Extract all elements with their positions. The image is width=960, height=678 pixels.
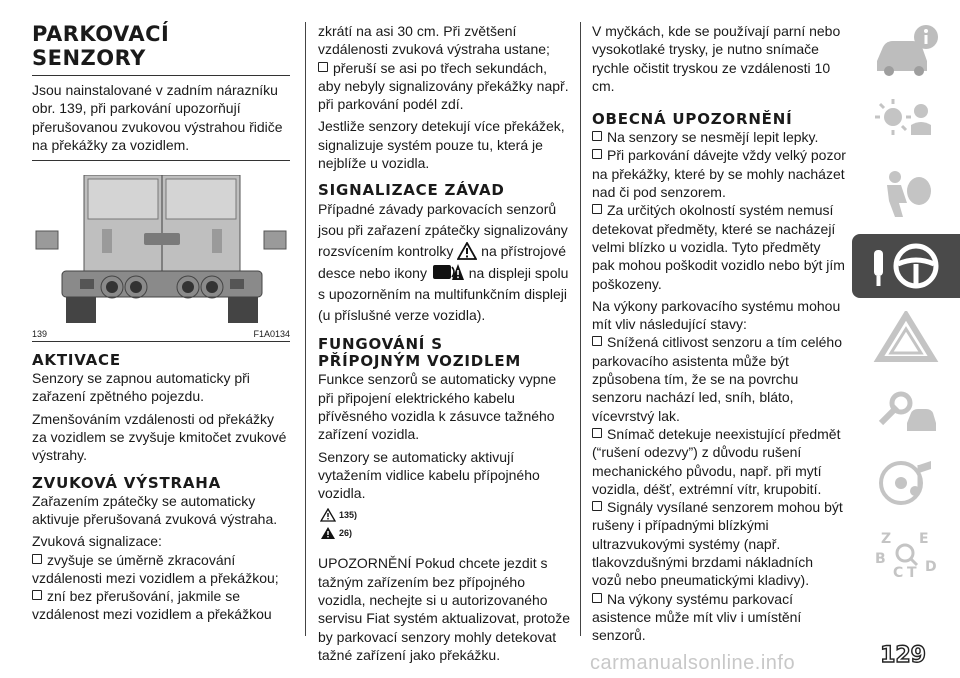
column-3 xyxy=(592,22,846,645)
sidebar-item-multimedia[interactable] xyxy=(852,450,960,514)
figure-bottom-rule xyxy=(32,341,290,342)
rear-bumper-figure xyxy=(32,175,290,325)
svg-text:D: D xyxy=(925,559,937,575)
figure-top-rule xyxy=(32,160,290,161)
sidebar-item-maintenance[interactable] xyxy=(852,378,960,442)
checkbox-bullet-icon xyxy=(32,554,42,564)
obecna-bullet-2: Při parkování dávejte vždy velký pozor na překážky, které by se mohly nacházet nad či pod senzorem. xyxy=(592,147,846,201)
van-rear-illustration xyxy=(32,175,290,325)
car-info-icon xyxy=(871,23,941,77)
obecna-bullet-3: Za určitých okolností systém nemusí detekovat předměty, které se nacházejí velmi blízko u vozidla. Tyto předměty pak mohou poškodit vozidlo nebo být jím poškozeny. xyxy=(592,202,845,292)
figure-code: F1A0134 xyxy=(253,329,290,340)
dashboard-lights-icon xyxy=(871,95,941,149)
sidebar-item-car-info[interactable] xyxy=(852,18,960,82)
warning-light-icon xyxy=(457,242,477,260)
obecna-bullet-5: Snímač detekuje neexistující předmět (“rušení odezvy”) z důvodu rušení mechanického původu, např. při mytí vozidla, déšť, extrémní vítr, krupobití. xyxy=(592,425,841,497)
title-rule xyxy=(32,75,290,76)
svg-text:T: T xyxy=(907,565,917,581)
index-letters-icon xyxy=(871,527,941,581)
signalizace-heading: SIGNALIZACE ZÁVAD xyxy=(318,181,505,200)
sidebar-item-dashboard-lights[interactable] xyxy=(852,90,960,154)
page-number: 129 xyxy=(880,643,926,668)
checkbox-bullet-icon xyxy=(32,590,42,600)
page-title-line-1: PARKOVACÍ xyxy=(32,22,170,46)
figure-number: 139 xyxy=(32,329,48,340)
warning-triangle-icon xyxy=(871,311,941,365)
zvukova-bullet-1: zvyšuje se úměrně zkracování vzdálenosti mezi vozidlem a překážkou; xyxy=(32,551,279,586)
page-title-line-2: SENZORY xyxy=(32,46,146,70)
airbag-seat-icon xyxy=(871,167,941,221)
column-1 xyxy=(32,22,290,624)
svg-text:B: B xyxy=(875,551,886,567)
checkbox-bullet-icon xyxy=(592,131,602,141)
conditions-paragraph: Na výkony parkovacího systému mohou mít vliv následující stavy: xyxy=(592,297,841,333)
warning-note-icon xyxy=(320,508,336,522)
wrench-car-icon xyxy=(871,383,941,437)
chapter-index-sidebar xyxy=(852,18,960,594)
zvukova-heading: ZVUKOVÁ VÝSTRAHA xyxy=(32,473,222,492)
column-2 xyxy=(318,22,572,664)
steering-wheel-icon xyxy=(866,238,946,294)
aktivace-paragraph-1: Senzory se zapnou automaticky při zařazení zpětného pojezdu. xyxy=(32,370,250,405)
obecna-bullet-1: Na senzory se nesmějí lepit lepky. xyxy=(592,128,846,146)
fungovani-paragraph-2: Senzory se automaticky aktivují vytažením vidlice kabelu přípojného vozidla. xyxy=(318,448,540,502)
watermark-text: carmanualsonline.info xyxy=(590,652,796,674)
checkbox-bullet-icon xyxy=(592,593,602,603)
checkbox-bullet-icon xyxy=(592,501,602,511)
sidebar-item-starting-driving[interactable] xyxy=(852,234,960,298)
continuation-paragraph: zkrátí na asi 30 cm. Při zvětšení vzdálenosti zvuková výstraha ustane; xyxy=(318,23,550,58)
fungovani-paragraph-1: Funkce senzorů se automaticky vypne při připojení elektrického kabelu přívěsného vozidla k zásuvce tažného zařízení vozidla. xyxy=(318,371,557,443)
obecna-bullet-7: Na výkony systému parkovací asistence může mít vliv i umístění senzorů. xyxy=(592,590,802,644)
figure-caption xyxy=(32,329,290,339)
col2-bullet-3: přeruší se asi po třech sekundách, aby nebyly signalizovány překážky např. při parkování podél zdí. xyxy=(318,59,569,113)
svg-text:Z: Z xyxy=(881,531,892,547)
aktivace-paragraph-2: Zmenšováním vzdálenosti od překážky za vozidlem se zvyšuje kmitočet zvukové výstrahy. xyxy=(32,410,287,464)
upozorneni-paragraph: UPOZORNĚNÍ Pokud chcete jezdit s tažným zařízením bez přípojného vozidla, nechejte si u autorizovaného servisu Fiat systém aktualizovat, protože by parkovací senzory mohly detekovat tažné zařízení jako překážku. xyxy=(318,555,571,663)
svg-text:E: E xyxy=(919,531,929,547)
warning-note-2: 26) xyxy=(320,526,572,540)
carwash-paragraph: V myčkách, kde se používají parní nebo vysokotlaké trysky, je nutno snímače rychle očistit tryskou ze vzdálenosti 10 cm. xyxy=(592,23,841,94)
checkbox-bullet-icon xyxy=(592,428,602,438)
media-music-icon xyxy=(871,455,941,509)
nearest-obstacle-paragraph: Jestliže senzory detekují více překážek, signalizuje systém pouze tu, která je nejblíže u vozidla. xyxy=(318,118,565,172)
zvukova-paragraph-2: Zvuková signalizace: xyxy=(32,533,162,550)
intro-paragraph: Jsou nainstalované v zadním nárazníku obr. 139, při parkování upozorňují přerušovanou zvukovou výstrahou řidiče na překážky za vozidlem. xyxy=(32,82,283,153)
column-divider-1 xyxy=(305,22,306,636)
sidebar-item-safety[interactable] xyxy=(852,162,960,226)
obecna-bullet-4: Snížená citlivost senzoru a tím celého parkovacího asistenta může být způsobena tím, že se na povrchu senzoru nachází led, sníh, bláto, vícevrstvý lak. xyxy=(592,334,843,424)
obecna-bullet-6: Signály vysílané senzorem mohou být rušeny i případnými blízkými ultrazvukovými systémy (např. tlakovzdušnými brzdami nákladních vozů nebo pneumatickými kladivy). xyxy=(592,499,843,589)
signalizace-paragraph: Případné závady parkovacích senzorů jsou při zařazení zpátečky signalizovány rozsvícením kontrolky na přístrojové desce nebo ikony na displeji spolu s upozorněním na multifunkčním displeji (u příslušné verze vozidla). xyxy=(318,201,569,324)
zvukova-paragraph-1: Zařazením zpátečky se automaticky aktivuje přerušovaná zvuková výstraha. xyxy=(32,492,278,527)
column-divider-2 xyxy=(580,22,581,636)
parking-sensor-fault-icon xyxy=(431,262,465,282)
checkbox-bullet-icon xyxy=(592,149,602,159)
fungovani-heading-2: PŘÍPOJNÝM VOZIDLEM xyxy=(318,352,522,371)
caution-note-icon xyxy=(320,526,336,540)
obecna-heading: OBECNÁ UPOZORNĚNÍ xyxy=(592,110,793,129)
checkbox-bullet-icon xyxy=(592,336,602,346)
warning-note-1: 135) xyxy=(320,508,572,522)
checkbox-bullet-icon xyxy=(592,204,602,214)
sidebar-item-index[interactable] xyxy=(852,522,960,586)
checkbox-bullet-icon xyxy=(318,62,328,72)
sidebar-item-emergency[interactable] xyxy=(852,306,960,370)
svg-text:C: C xyxy=(893,565,904,581)
aktivace-heading: AKTIVACE xyxy=(32,351,121,370)
fungovani-heading-1: FUNGOVÁNÍ S xyxy=(318,335,443,354)
zvukova-bullet-2: zní bez přerušování, jakmile se vzdálenost mezi vozidlem a překážkou xyxy=(32,588,272,623)
